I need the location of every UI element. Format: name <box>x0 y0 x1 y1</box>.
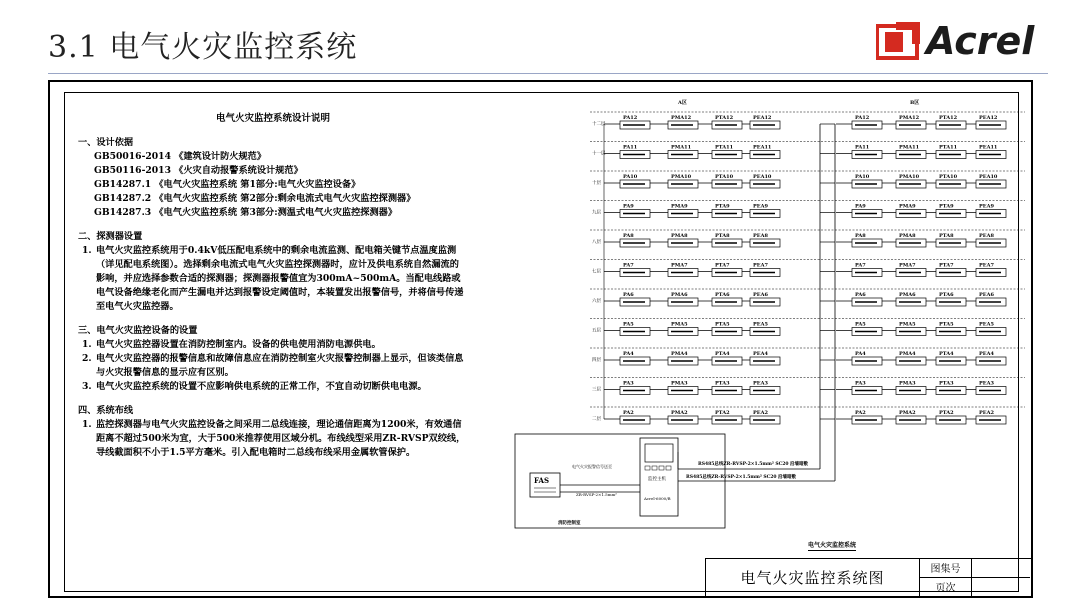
slide-title: 3.1 电气火灾监控系统 <box>48 30 358 65</box>
bus-label: RS485总线ZR-RVSP-2×1.5mm² SC20 沿墙暗敷 <box>698 462 809 467</box>
monitor-host-key <box>645 466 650 470</box>
device-label: PTA10 <box>939 174 958 180</box>
device-label: PA3 <box>623 380 634 387</box>
device-label: PMA10 <box>899 174 920 180</box>
device-label: PEA6 <box>979 292 994 298</box>
device-label: PMA2 <box>671 410 688 416</box>
device-label: PMA3 <box>671 380 688 387</box>
device-label: PEA5 <box>753 321 768 328</box>
title-divider <box>48 73 1048 74</box>
device-label: PMA11 <box>671 144 692 151</box>
device-label: PTA4 <box>939 351 954 357</box>
floor-label: 三层 <box>592 387 601 393</box>
device-label: PTA8 <box>715 233 730 239</box>
notes-item: 3. 电气火灾监控系统的设置不应影响供电系统的正常工作，不宜自动切断供电电源。 <box>82 381 427 392</box>
device-label: PTA9 <box>939 203 954 210</box>
device-label: PTA11 <box>715 144 734 151</box>
device-label: PTA3 <box>715 380 730 387</box>
device-label: PEA10 <box>979 174 998 180</box>
device-label: PA2 <box>623 410 634 416</box>
device-label: PMA4 <box>899 351 916 357</box>
notes-section-heading: 一、设计依据 <box>78 137 134 148</box>
notes-section-heading: 四、系统布线 <box>78 405 134 416</box>
device-label: PA8 <box>623 233 634 239</box>
notes-item: 2. 电气火灾监控器的报警信息和故障信息应在消防控制室火灾报警控制器上显示，但该类信息与火灾报警信息的显示应有区别。 <box>82 353 464 378</box>
device-label: PEA11 <box>753 144 772 151</box>
monitor-host-screen <box>645 444 673 462</box>
device-label: PTA11 <box>939 144 958 151</box>
device-label: PEA12 <box>753 115 772 121</box>
notes-section-heading: 二、探测器设置 <box>78 231 143 242</box>
device-label: PA6 <box>855 292 866 298</box>
notes-line: GB14287.2 《电气火灾监控系统 第2部分:剩余电流式电气火灾监控探测器》 <box>94 193 416 204</box>
device-label: PEA4 <box>753 351 768 357</box>
device-label: PMA9 <box>899 203 916 210</box>
device-label: PA3 <box>855 380 866 387</box>
floor-label: 六层 <box>592 299 601 304</box>
title-block-name: 电气火灾监控系统图 <box>706 559 920 596</box>
device-label: PEA10 <box>753 174 772 180</box>
notes-title: 电气火灾监控系统设计说明 <box>215 113 330 124</box>
floor-label: 四层 <box>592 358 601 363</box>
notes-item: 1. 电气火灾监控器设置在消防控制室内。设备的供电使用消防电源供电。 <box>82 339 381 350</box>
device-label: PEA2 <box>753 410 768 416</box>
device-label: PMA10 <box>671 174 692 180</box>
title-block <box>705 558 1031 596</box>
device-label: PEA8 <box>979 233 994 239</box>
notes-line: GB14287.1 《电气火灾监控系统 第1部分:电气火灾监控设备》 <box>94 179 361 190</box>
device-label: PEA3 <box>753 380 768 387</box>
device-label: PEA6 <box>753 292 768 298</box>
device-label: PA2 <box>855 410 866 416</box>
device-label: PA12 <box>855 115 870 121</box>
device-label: PMA7 <box>671 262 688 269</box>
device-label: PMA4 <box>671 351 688 357</box>
device-label: PTA6 <box>715 292 730 298</box>
device-label: PA11 <box>623 144 638 151</box>
device-label: PA4 <box>623 351 634 357</box>
floor-label: 八层 <box>592 240 601 245</box>
device-label: PMA5 <box>899 321 916 328</box>
floor-label: 九层 <box>592 210 601 216</box>
notes-line: GB50016-2014 《建筑设计防火规范》 <box>94 151 267 162</box>
device-label: PTA2 <box>715 410 730 416</box>
device-label: PA10 <box>855 174 870 180</box>
device-label: PMA12 <box>671 115 692 121</box>
device-label: PTA4 <box>715 351 730 357</box>
device-label: PA4 <box>855 351 866 357</box>
device-label: PTA6 <box>939 292 954 298</box>
device-label: PA7 <box>855 262 866 269</box>
device-label: PEA7 <box>753 262 768 269</box>
device-label: PA6 <box>623 292 634 298</box>
device-label: PTA2 <box>939 410 954 416</box>
group-label-right: B区 <box>910 100 920 106</box>
device-label: PA5 <box>623 321 634 328</box>
device-label: PMA5 <box>671 321 688 328</box>
fas-label: FAS <box>534 476 550 485</box>
control-room-label: 消防控制室 <box>558 521 581 526</box>
notes-item: 1. 电气火灾监控系统用于0.4kV低压配电系统中的剩余电流监测、配电箱关键节点温度监测（详见配电系统图）。选择剩余电流式电气火灾监控探测器时，应计及供电系统自然漏流的影响，并应选择参数合适的探测器；探测器报警值宜为300mA~500mA。当配电线路或电气设备绝缘老化而产生漏电并达到报警设定阈值时，本装置发出报警信号，并将信号传递至电气火灾监控器。 <box>82 245 464 312</box>
device-label: PTA7 <box>939 262 954 269</box>
device-label: PTA5 <box>939 321 954 328</box>
device-label: PEA3 <box>979 380 994 387</box>
device-label: PA9 <box>623 203 634 210</box>
device-label: PTA7 <box>715 262 730 269</box>
drawing-sheet <box>48 80 1033 598</box>
device-label: PTA9 <box>715 203 730 210</box>
floor-label: 七层 <box>592 269 601 275</box>
device-label: PMA6 <box>899 292 916 298</box>
monitor-host-model: Acrel-6000/B <box>644 496 671 501</box>
floor-label: 十二层 <box>592 122 606 127</box>
system-schematic <box>50 82 1035 600</box>
device-label: PTA12 <box>715 115 734 121</box>
title-block-drawing-no-label: 图集号 <box>920 559 972 578</box>
device-label: PTA3 <box>939 380 954 387</box>
device-label: PEA7 <box>979 262 994 269</box>
monitor-host-key <box>652 466 657 470</box>
device-label: PTA10 <box>715 174 734 180</box>
acrel-logo-mark-icon <box>876 22 920 60</box>
monitor-host-key <box>666 466 671 470</box>
device-label: PMA8 <box>899 233 916 239</box>
device-label: PMA2 <box>899 410 916 416</box>
title-block-drawing-no-value <box>972 559 1030 578</box>
device-label: PA10 <box>623 174 638 180</box>
device-label: PA5 <box>855 321 866 328</box>
device-label: PA7 <box>623 262 634 269</box>
notes-line: GB14287.3 《电气火灾监控系统 第3部分:测温式电气火灾监控探测器》 <box>94 207 398 218</box>
device-label: PTA8 <box>939 233 954 239</box>
signal-label: 电气火灾报警信号送至 <box>572 464 612 469</box>
floor-label: 二层 <box>592 417 601 422</box>
device-label: PEA2 <box>979 410 994 416</box>
device-label: PEA5 <box>979 321 994 328</box>
title-block-page-label: 页次 <box>920 578 972 597</box>
device-label: PEA9 <box>753 203 768 210</box>
brand-name: Acrel <box>926 19 1035 63</box>
notes-section-heading: 三、电气火灾监控设备的设置 <box>78 325 198 336</box>
device-label: PEA9 <box>979 203 994 210</box>
monitor-host-label: 监控主机 <box>648 477 666 482</box>
cable-label: ZR-RVSP-2×1.5mm² <box>576 492 617 497</box>
device-label: PEA11 <box>979 144 998 151</box>
floor-label: 五层 <box>592 328 601 334</box>
monitor-host-key <box>659 466 664 470</box>
bus-label: RS485总线ZR-RVSP-2×1.5mm² SC20 沿墙暗敷 <box>686 475 797 480</box>
device-label: PMA6 <box>671 292 688 298</box>
device-label: PEA12 <box>979 115 998 121</box>
device-label: PEA4 <box>979 351 994 357</box>
device-label: PA9 <box>855 203 866 210</box>
device-label: PMA11 <box>899 144 920 151</box>
device-label: PTA5 <box>715 321 730 328</box>
device-label: PEA8 <box>753 233 768 239</box>
device-label: PMA9 <box>671 203 688 210</box>
floor-label: 十一层 <box>592 151 606 157</box>
group-label-left: A区 <box>678 100 687 106</box>
device-label: PA8 <box>855 233 866 239</box>
floor-label: 十层 <box>592 181 601 186</box>
device-label: PA11 <box>855 144 870 151</box>
device-label: PMA8 <box>671 233 688 239</box>
title-block-page-value <box>972 578 1030 597</box>
device-label: PMA7 <box>899 262 916 269</box>
notes-line: GB50116-2013 《火灾自动报警系统设计规范》 <box>94 165 303 176</box>
schematic-caption: 电气火灾监控系统 <box>808 542 857 549</box>
brand-logo <box>876 19 1035 63</box>
device-label: PMA3 <box>899 380 916 387</box>
device-label: PMA12 <box>899 115 920 121</box>
device-label: PA12 <box>623 115 638 121</box>
device-label: PTA12 <box>939 115 958 121</box>
notes-item: 1. 监控探测器与电气火灾监控设备之间采用二总线连接，理论通信距离为1200米，有效通信距离不超过500米为宜，大于500米推荐使用区域分机。布线线型采用ZR-RVSP双绞线，导线截面积不小于1.5平方毫米。引入配电箱时二总线布线采用金属软管保护。 <box>82 419 466 458</box>
